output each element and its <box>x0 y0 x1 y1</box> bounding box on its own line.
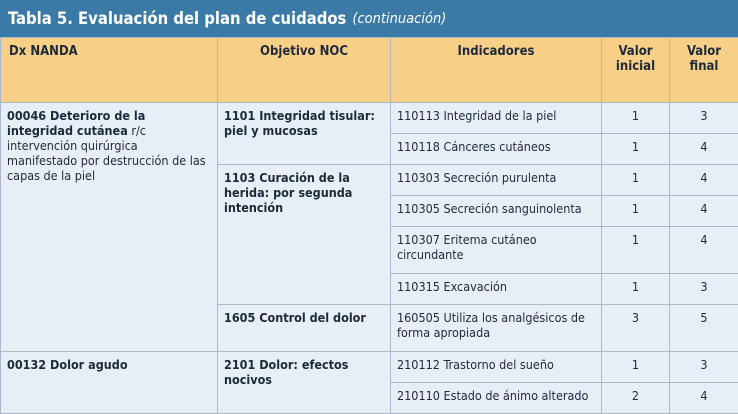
valor-final-cell: 4 <box>670 165 738 196</box>
indicator-cell: 110307 Eritema cutáneo circundante <box>391 227 602 274</box>
valor-inicial-cell: 1 <box>602 227 670 274</box>
valor-final-cell: 4 <box>670 134 738 165</box>
header-valor-inicial: Valor inicial <box>602 38 670 103</box>
dx-cell-1 <box>1 103 218 352</box>
indicator-cell: 210110 Estado de ánimo alterado <box>391 383 602 414</box>
valor-inicial-cell: 1 <box>602 134 670 165</box>
indicator-cell: 210112 Trastorno del sueño <box>391 352 602 383</box>
indicator-cell: 110305 Secreción sanguinolenta <box>391 196 602 227</box>
table-title-continuation: (continuación) <box>352 10 447 27</box>
table-row <box>1 352 738 383</box>
valor-final-cell: 5 <box>670 305 738 352</box>
care-plan-table <box>0 37 738 414</box>
noc-cell-2: 1103 Curación de la herida: por segunda intención <box>218 165 391 305</box>
valor-inicial-cell: 1 <box>602 274 670 305</box>
indicator-cell: 110118 Cánceres cutáneos <box>391 134 602 165</box>
valor-inicial-cell: 2 <box>602 383 670 414</box>
valor-inicial-cell: 1 <box>602 103 670 134</box>
valor-final-cell: 3 <box>670 103 738 134</box>
valor-inicial-cell: 3 <box>602 305 670 352</box>
dx-cell-2: 00132 Dolor agudo <box>1 352 218 414</box>
indicator-cell: 160505 Utiliza los analgésicos de forma apropiada <box>391 305 602 352</box>
indicator-cell: 110113 Integridad de la piel <box>391 103 602 134</box>
valor-final-cell: 4 <box>670 196 738 227</box>
valor-inicial-cell: 1 <box>602 196 670 227</box>
header-noc: Objetivo NOC <box>218 38 391 103</box>
valor-final-cell: 3 <box>670 274 738 305</box>
dx-1-bold: 00046 Deterioro de la integridad cutánea <box>7 108 146 138</box>
header-dx: Dx NANDA <box>1 38 218 103</box>
valor-final-cell: 4 <box>670 383 738 414</box>
noc-cell-1: 1101 Integridad tisular: piel y mucosas <box>218 103 391 165</box>
valor-inicial-cell: 1 <box>602 165 670 196</box>
indicator-cell: 110315 Excavación <box>391 274 602 305</box>
noc-cell-3: 1605 Control del dolor <box>218 305 391 352</box>
valor-final-cell: 3 <box>670 352 738 383</box>
dx-1-rest: r/c intervención quirúrgica manifestado por destrucción de las capas de la piel <box>7 123 206 183</box>
table-row <box>1 103 738 134</box>
valor-final-cell: 4 <box>670 227 738 274</box>
header-indicadores: Indicadores <box>391 38 602 103</box>
table-title: Tabla 5. Evaluación del plan de cuidados <box>8 9 347 28</box>
indicator-cell: 110303 Secreción purulenta <box>391 165 602 196</box>
noc-cell-4: 2101 Dolor: efectos nocivos <box>218 352 391 414</box>
table-title-bar <box>0 0 738 37</box>
valor-inicial-cell: 1 <box>602 352 670 383</box>
header-row <box>1 38 738 103</box>
header-valor-final: Valor final <box>670 38 738 103</box>
